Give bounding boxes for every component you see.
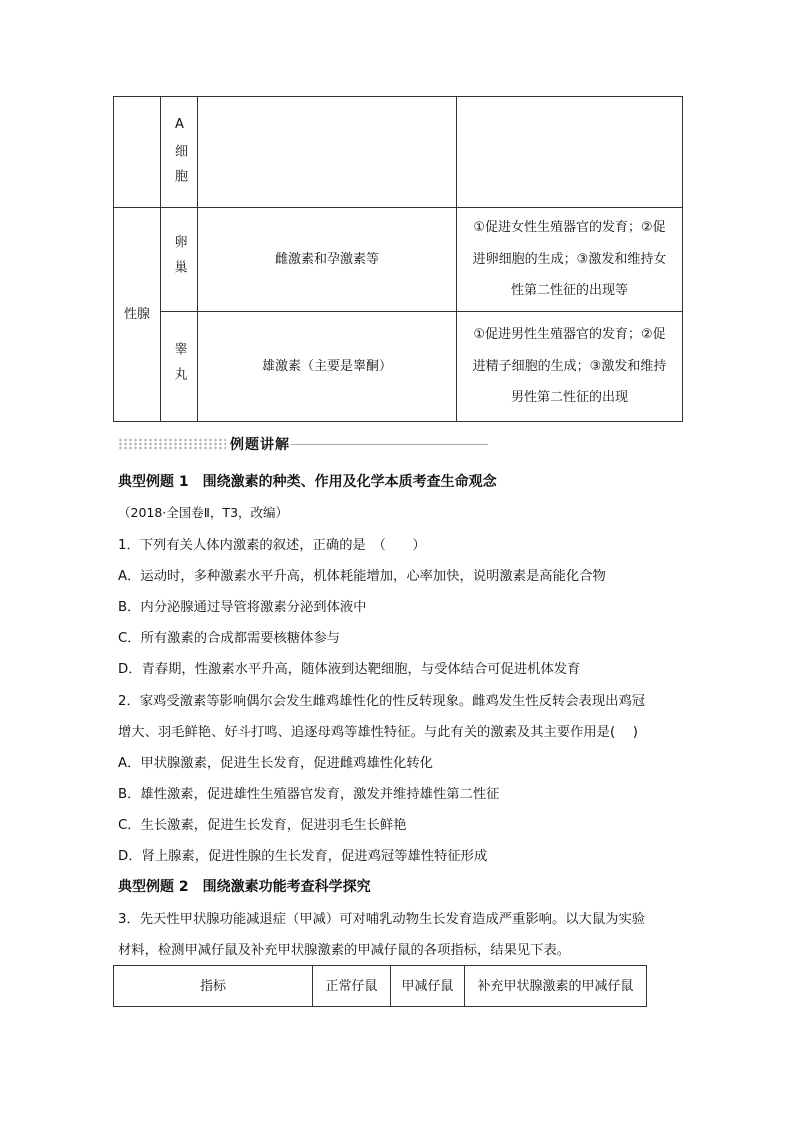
ovary-organ [161,208,197,311]
q2-option-c: C．生长激素，促进生长发育，促进羽毛生长鲜艳 [118,818,407,833]
header-supplemented-pups: 补充甲状腺激素的甲减仔鼠 [477,978,634,994]
a-cell-text: A细胞 [172,116,187,194]
ovary-function-line: 进卵细胞的生成；③激发和维持女 [472,251,667,267]
header-indicator: 指标 [199,978,226,994]
example1-source: （2018·全国卷Ⅱ，T3，改编） [118,505,289,520]
testis-organ-text: 睾丸 [171,341,187,392]
banner-divider [291,444,488,445]
example1-heading: 典型例题 1 围绕激素的种类、作用及化学本质考查生命观念 [118,474,497,490]
testis-hormone-text: 雄激素（主要是睾酮） [261,359,392,374]
section-title: 例题讲解 [230,437,290,453]
q2-option-a: A．甲状腺激素，促进生长发育，促进雌鸡雄性化转化 [118,756,433,771]
testis-function-line: 进精子细胞的生成；③激发和维持 [472,358,667,374]
banner-dots [118,438,226,450]
question-1: 1．下列有关人体内激素的叙述，正确的是 （ ） [118,538,426,553]
testis-hormone [198,312,456,421]
gonad-label [114,208,160,421]
ovary-function [457,212,682,307]
question-2-line: 2．家鸡受激素等影响偶尔会发生雌鸡雄性化的性反转现象。雌鸡发生性反转会表现出鸡冠 [118,694,646,709]
q1-option-a: A．运动时，多种激素水平升高，机体耗能增加，心率加快，说明激素是高能化合物 [118,569,606,584]
ovary-function-line: ①促进女性生殖器官的发育；②促 [473,220,666,235]
testis-function-line: ①促进男性生殖器官的发育；②促 [473,327,666,342]
gonad-text: 性腺 [123,307,150,322]
header-normal-pups: 正常仔鼠 [325,978,378,994]
ovary-hormone [198,208,456,311]
q1-option-b: B．内分泌腺通过导管将激素分泌到体液中 [118,600,367,615]
q1-option-c: C．所有激素的合成都需要核糖体参与 [118,631,341,646]
testis-function [457,319,682,414]
question-3-line: 3．先天性甲状腺功能减退症（甲减）可对哺乳动物生长发育造成严重影响。以大鼠为实验 [118,912,646,927]
q2-option-b: B．雄性激素，促进雄性生殖器官发育，激发并维持雄性第二性征 [118,787,500,802]
testis-function-line: 男性第二性征的出现 [510,390,628,405]
question-2-line: 增大、羽毛鲜艳、好斗打鸣、追逐母鸡等雄性特征。与此有关的激素及其主要作用是( ) [118,725,638,740]
section-banner [113,433,488,455]
example2-heading: 典型例题 2 围绕激素功能考查科学探究 [118,879,371,895]
q1-option-d: D．青春期，性激素水平升高，随体液到达靶细胞，与受体结合可促进机体发育 [118,662,581,677]
indicator-table [113,965,647,1007]
ovary-organ-text: 卵巢 [171,234,187,285]
gland-table [113,96,683,422]
ovary-function-line: 性第二性征的出现等 [510,283,628,298]
testis-organ [161,312,197,421]
ovary-hormone-text: 雌激素和孕激素等 [274,252,379,267]
question-3-line: 材料，检测甲减仔鼠及补充甲状腺激素的甲减仔鼠的各项指标，结果见下表。 [118,943,571,958]
a-cell-label [161,109,197,201]
header-hypothyroid-pups: 甲减仔鼠 [401,978,454,994]
q2-option-d: D．肾上腺素，促进性腺的生长发育，促进鸡冠等雄性特征形成 [118,849,488,864]
